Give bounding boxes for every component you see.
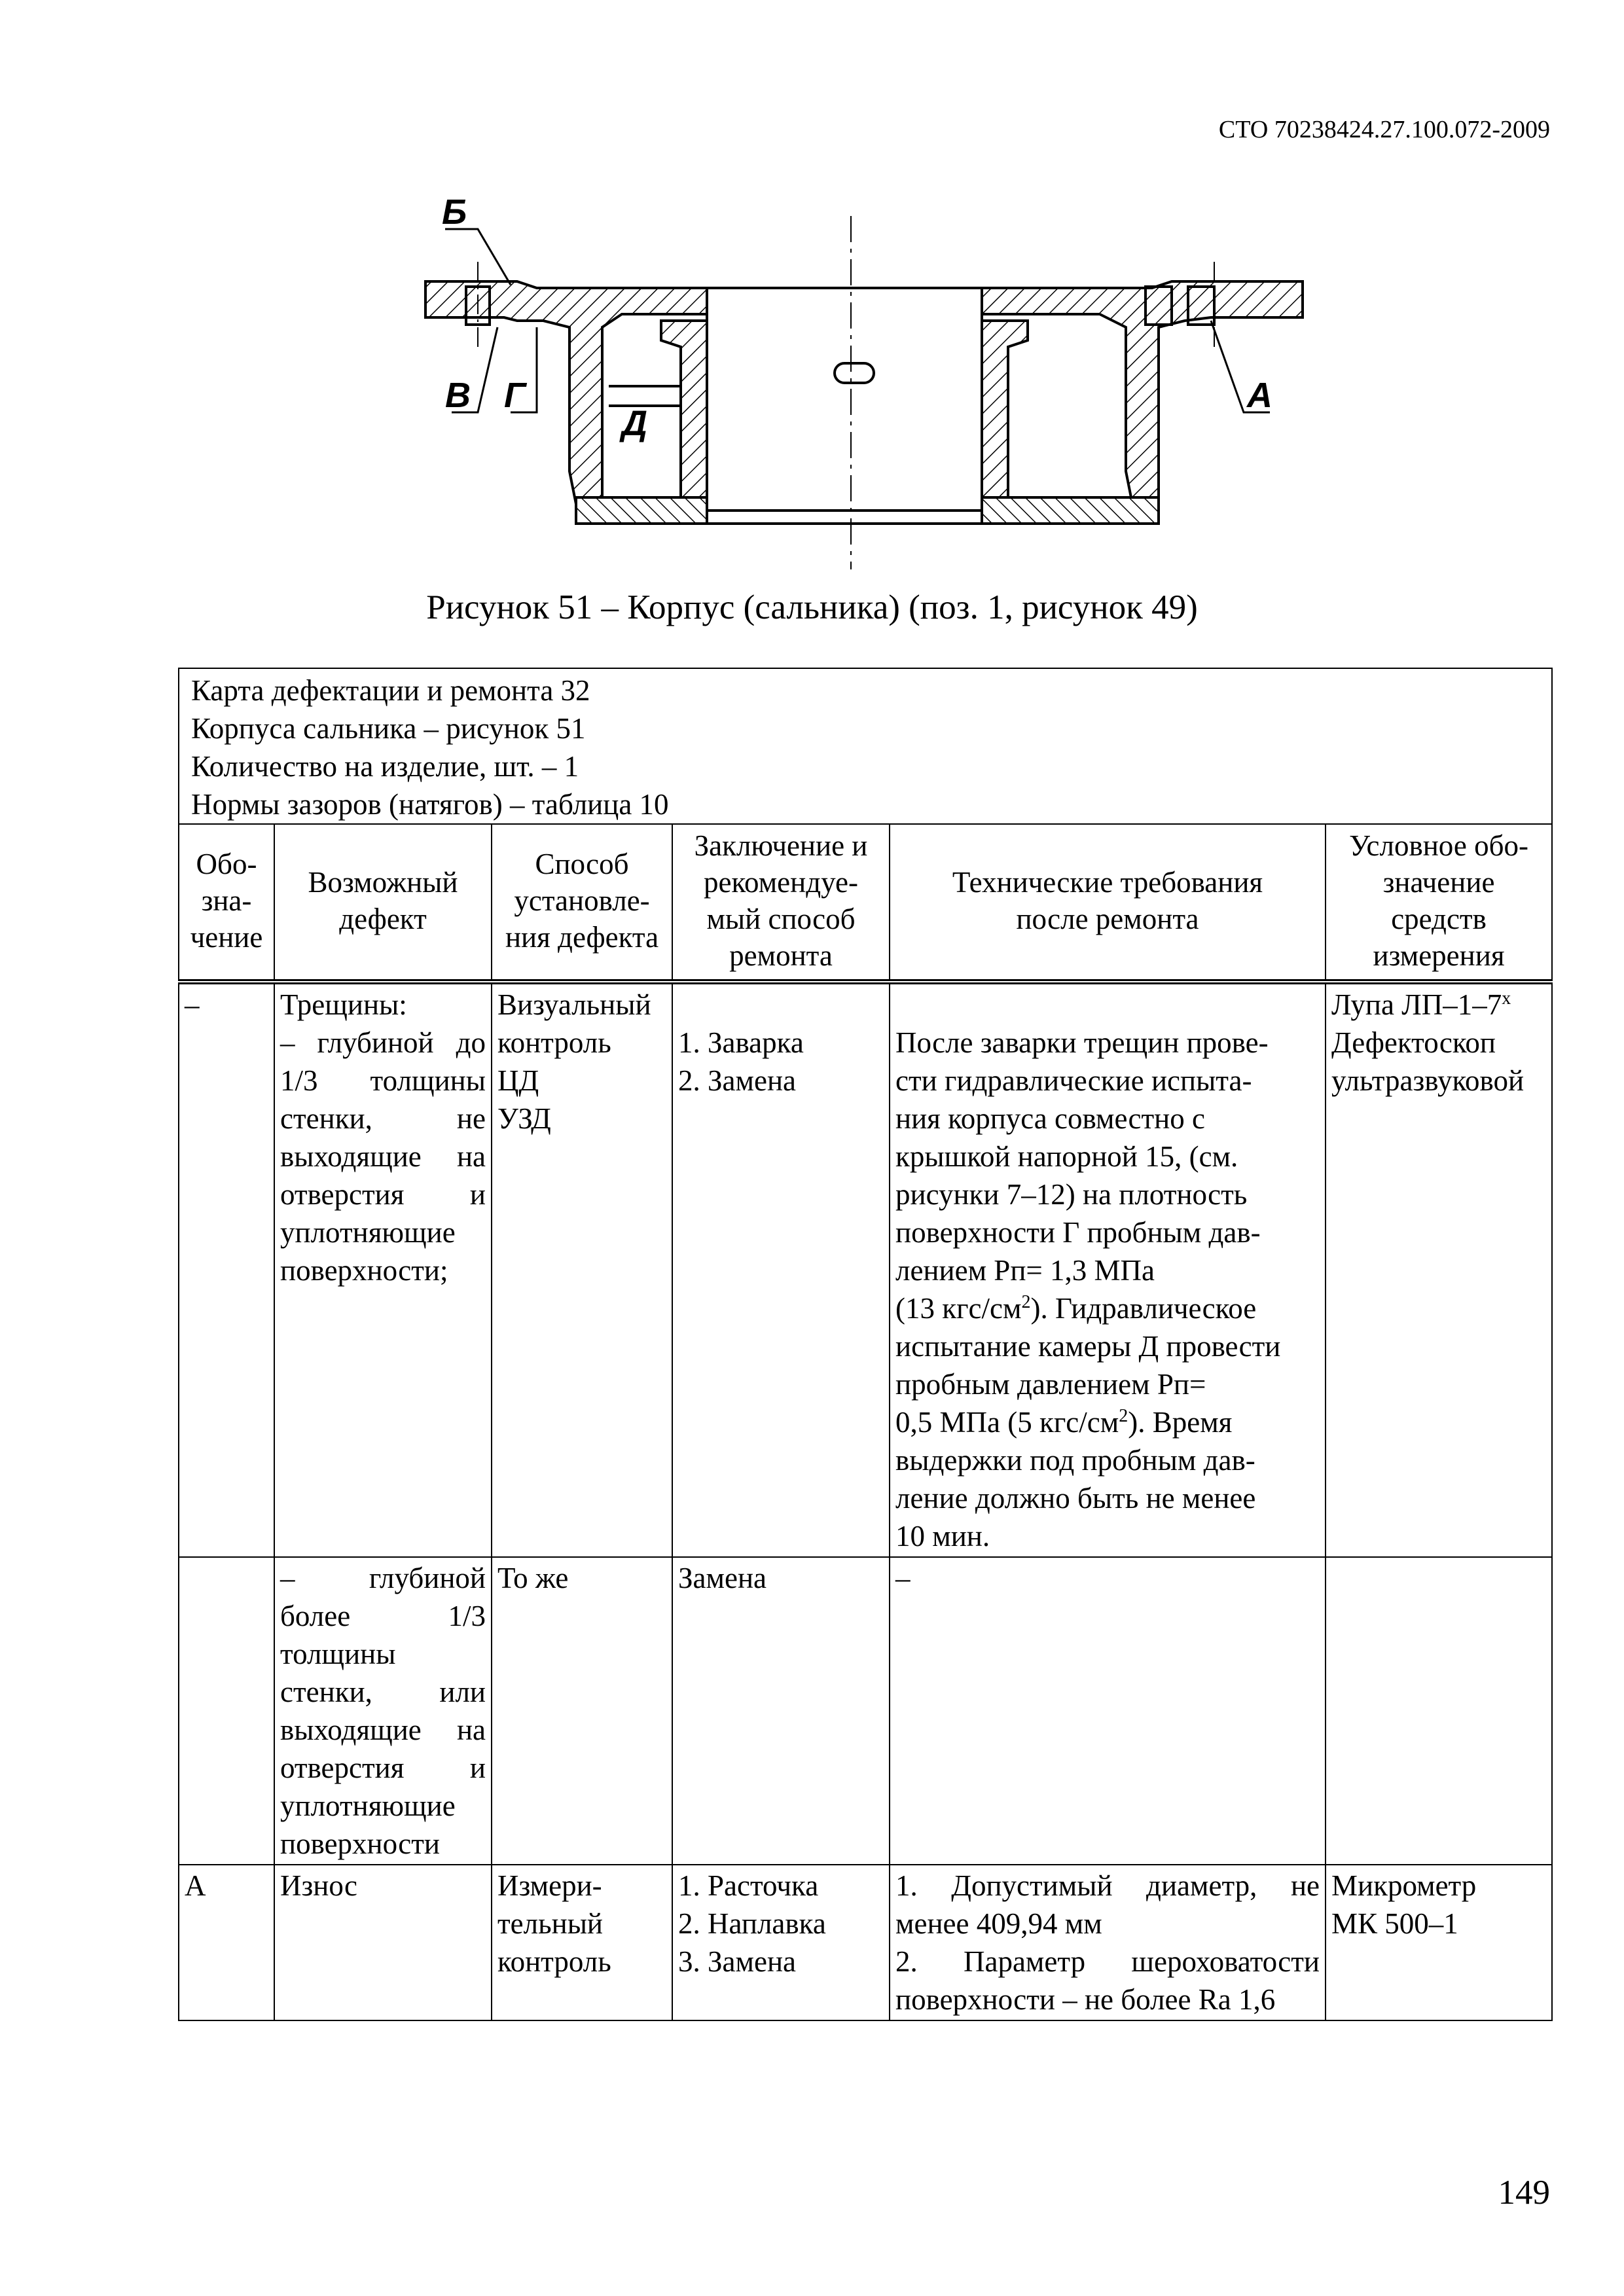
cell-method: Визуальный контроль ЦД УЗД xyxy=(492,982,672,1557)
cell-defect: – глубиной более 1/3 толщины стенки, или выходящие на отверстия и уплотняющие поверхности xyxy=(274,1557,492,1865)
card-norms: Нормы зазоров (натягов) – таблица 10 xyxy=(191,788,669,821)
col-tools: Условное обо- значение средств измерения xyxy=(1326,824,1552,982)
repair-table xyxy=(178,668,1553,2021)
cell-tools: Лупа $ЛП-1-7^х$ Дефектоскоп ультразвуковой xyxy=(1326,982,1552,1557)
label-b: Б xyxy=(442,192,467,232)
cell-tools: Микрометр МК 500–1 xyxy=(1326,1865,1552,2020)
cell-repair: 1. Заварка 2. Замена xyxy=(672,982,890,1557)
cell-requirements: 1. Допустимый диаметр, не менее 409,94 мм 2. Параметр шероховатости поверхности – не более Ra 1,6 xyxy=(890,1865,1326,2020)
cell-repair: 1. Расточка 2. Наплавка 3. Замена xyxy=(672,1865,890,2020)
card-part: Корпуса сальника – рисунок 51 xyxy=(191,712,586,745)
col-designation: Обо- зна- чение xyxy=(179,824,274,982)
cell-designation xyxy=(179,1557,274,1865)
page-number: 149 xyxy=(1498,2174,1550,2212)
document-code: СТО 70238424.27.100.072-2009 xyxy=(1218,116,1550,143)
card-quantity: Количество на изделие, шт. – 1 xyxy=(191,750,579,783)
cell-method: Измери- тельный контроль xyxy=(492,1865,672,2020)
card-header-row xyxy=(179,668,1552,824)
table-row xyxy=(179,1557,1552,1865)
table-row xyxy=(179,982,1552,1557)
card-header xyxy=(179,668,1552,824)
cell-defect: Износ xyxy=(274,1865,492,2020)
cell-repair: Замена xyxy=(672,1557,890,1865)
cell-defect: Трещины: – глубиной до 1/3 толщины стенки, не выходящие на отверстия и уплотняющие поверхности; xyxy=(274,982,492,1557)
col-requirements: Технические требования после ремонта xyxy=(890,824,1326,982)
cell-requirements: – xyxy=(890,1557,1326,1865)
column-header-row xyxy=(179,824,1552,982)
label-v: В xyxy=(445,376,471,415)
table-row xyxy=(179,1865,1552,2020)
label-a: А xyxy=(1247,376,1272,415)
label-d: Д xyxy=(622,404,647,443)
figure-caption: Рисунок 51 – Корпус (сальника) (поз. 1, рисунок 49) xyxy=(426,588,1198,626)
repair-card xyxy=(178,668,1551,2021)
col-repair: Заключение и рекомендуе- мый способ ремонта xyxy=(672,824,890,982)
cell-requirements: После заварки трещин прове- сти гидравлические испыта- ния корпуса совместно с крышкой напорной 15, (см. рисунки 7–12) на плотность поверхности Г пробным дав- лением Рп= 1,3 МПа (13 кгс/$см^2$). Гидравлическое испытание камеры Д провести пробным давлением Рп= 0,5 МПа (5 кгс/$см^2$). Время выдержки под пробным дав- ление должно быть не менее 10 мин. xyxy=(890,982,1326,1557)
col-defect: Возможный дефект xyxy=(274,824,492,982)
cell-designation: – xyxy=(179,982,274,1557)
housing-drawing xyxy=(406,190,1322,569)
cell-tools xyxy=(1326,1557,1552,1865)
col-method: Способ установле- ния дефекта xyxy=(492,824,672,982)
label-g: Г xyxy=(504,376,526,415)
cell-designation: А xyxy=(179,1865,274,2020)
card-title: Карта дефектации и ремонта 32 xyxy=(191,674,590,707)
cell-method: То же xyxy=(492,1557,672,1865)
